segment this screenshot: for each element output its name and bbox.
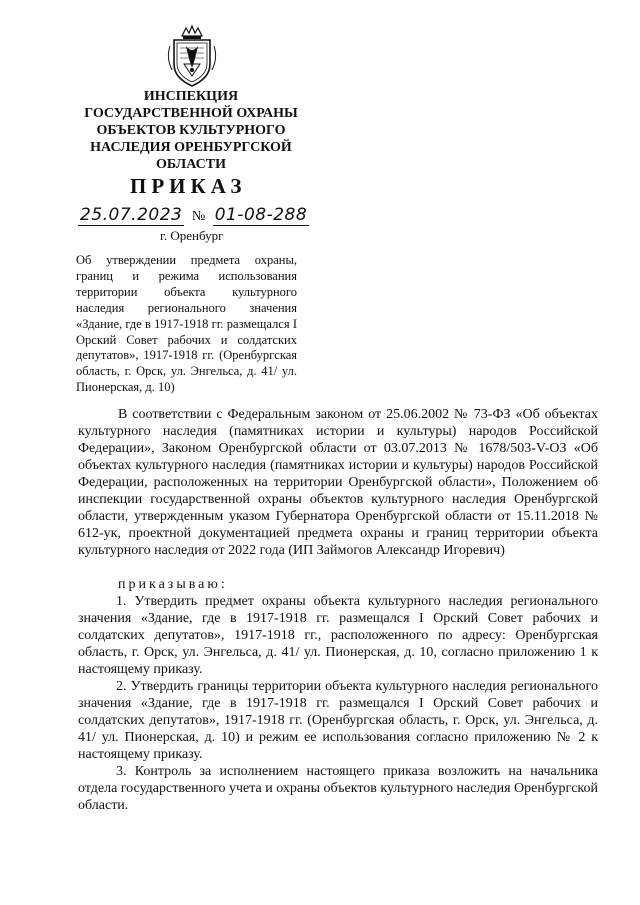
organization-name (60, 88, 322, 173)
org-line: ОБЛАСТИ (156, 157, 226, 172)
order-date: 25.07.2023 (80, 205, 183, 225)
order-item: 1. Утвердить предмет охраны объекта культурного наследия регионального значения «Здание, где в 1917-1918 гг. размещался I Орский Совет рабочих и солдатских депутатов», 1917-1918 гг., расположенного по адресу: Оренбургская область, г. Орск, ул. Энгельса, д. 41/ ул. Пионерская, д. 10, согласно приложению 1 к настоящему приказу. (78, 594, 598, 677)
order-body (78, 406, 598, 814)
order-title: ПРИКАЗ (130, 174, 247, 198)
org-line: ГОСУДАРСТВЕННОЙ ОХРАНЫ (84, 106, 298, 121)
order-subject: Об утверждении предмета охраны, границ и режима использования территории объекта культурного наследия регионального значения «Здание, где в 1917-1918 гг. размещался I Орский Совет рабочих и солдатских депутатов», 1917-1918 гг. (Оренбургская область, г. Орск, ул. Энгельса, д. 41/ ул. Пионерская, д. 10) (76, 253, 297, 395)
order-number: 01-08-288 (214, 205, 308, 225)
city: г. Оренбург (160, 228, 224, 243)
coat-of-arms-icon (162, 24, 222, 90)
order-word: приказываю: (118, 577, 228, 592)
order-item: 2. Утвердить границы территории объекта культурного наследия регионального значения «Здание, где в 1917-1918 гг. размещался I Орский Совет рабочих и солдатских депутатов», 1917-1918 гг. (Оренбургская область, г. Орск, ул. Энгельса, д. 41/ ул. Пионерская, д. 10) и режим ее использования согласно приложению № 2 к настоящему приказу. (78, 679, 598, 762)
org-line: ОБЪЕКТОВ КУЛЬТУРНОГО (96, 123, 286, 138)
org-line: НАСЛЕДИЯ ОРЕНБУРГСКОЙ (90, 140, 292, 155)
number-sign: № (191, 209, 206, 224)
order-date-number (78, 205, 309, 226)
preamble: В соответствии с Федеральным законом от 25.06.2002 № 73-ФЗ «Об объектах культурного наследия (памятниках истории и культуры) народов Российской Федерации», Законом Оренбургской области от 03.07.2013 № 1678/503-V-ОЗ «Об объектах культурного наследия (памятниках истории и культуры) народов Российской Федерации, расположенных на территории Оренбургской области», Положением об инспекции государственной охраны объектов культурного наследия Оренбургской области, утвержденным указом Губернатора Оренбургской области от 15.11.2018 № 612-ук, проектной документацией предмета охраны и границ территории объекта культурного наследия от 2022 года (ИП Займогов Александр Игоревич) (78, 407, 598, 558)
org-line: ИНСПЕКЦИЯ (143, 89, 239, 104)
order-item: 3. Контроль за исполнением настоящего приказа возложить на начальника отдела государственного учета и охраны объектов культурного наследия Оренбургской области. (78, 764, 598, 813)
